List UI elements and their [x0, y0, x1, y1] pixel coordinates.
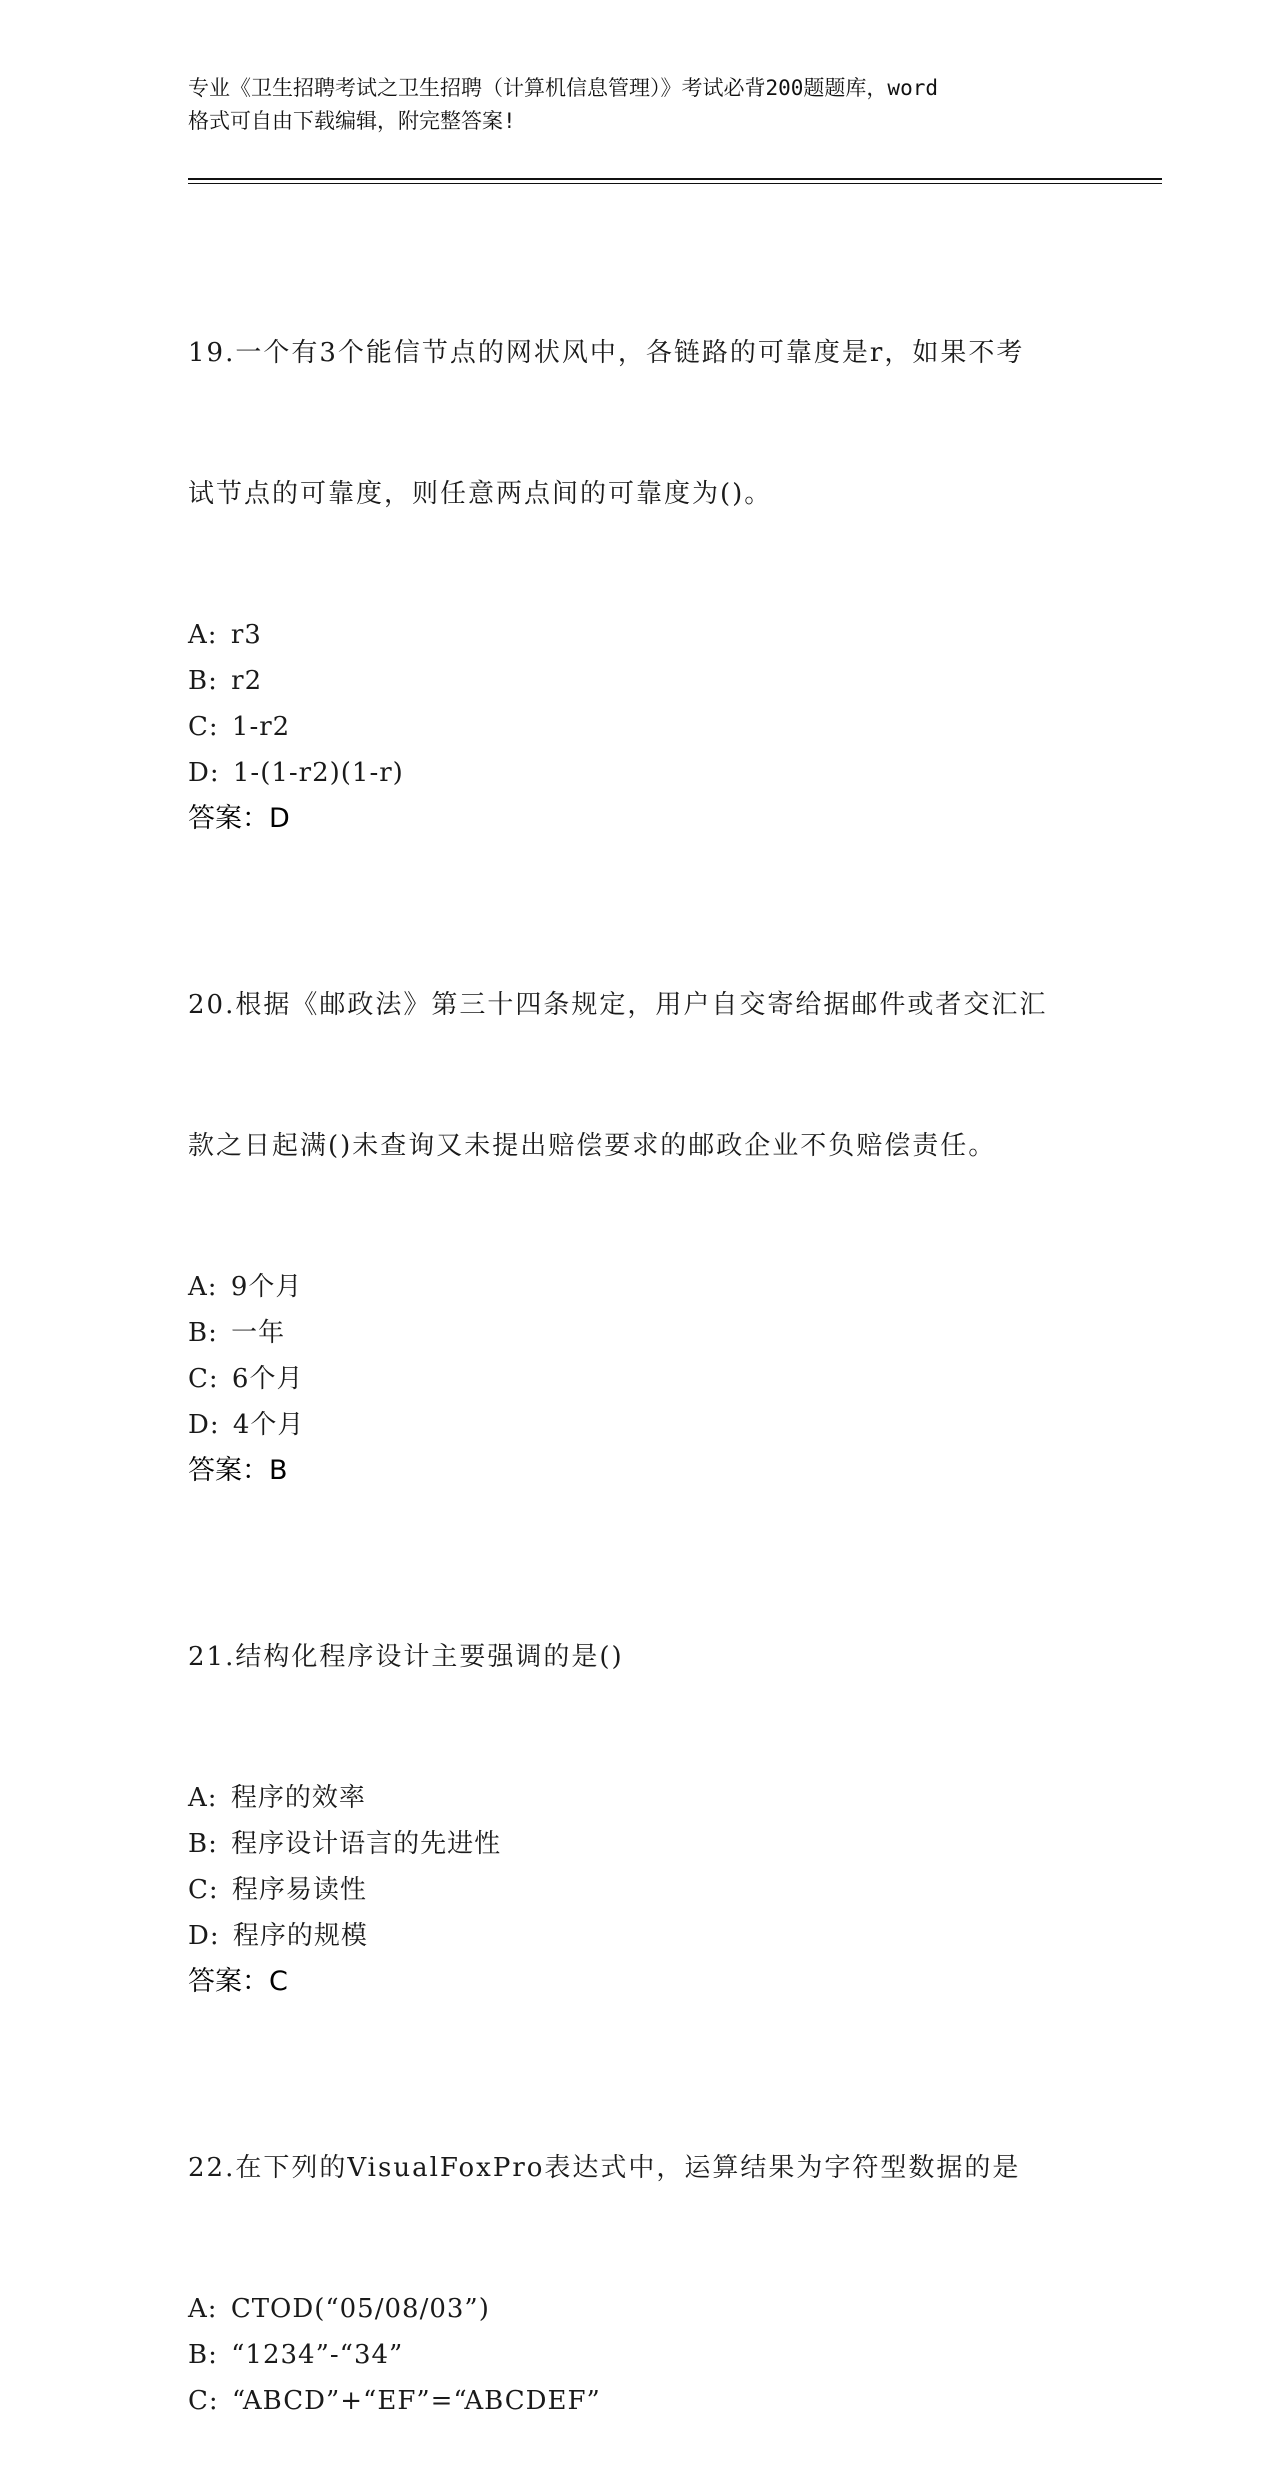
- question-line: 款之日起满()未查询又未提出赔偿要求的邮政企业不负赔偿责任。: [188, 1131, 997, 1161]
- question-22: [188, 2051, 1148, 2424]
- question-line: 19.一个有3个能信节点的网状风中，各链路的可靠度是r，如果不考: [188, 338, 1025, 368]
- option-letter: B:: [188, 1318, 218, 1348]
- option-c: [188, 1356, 1148, 1402]
- option-letter: D:: [188, 1410, 220, 1440]
- option-c: [188, 704, 1148, 750]
- option-d: [188, 750, 1148, 796]
- option-c: [188, 1867, 1148, 1913]
- option-text: CTOD(“05/08/03”): [230, 2294, 490, 2324]
- header-divider-thick: [188, 178, 1162, 180]
- question-line: 20.根据《邮政法》第三十四条规定，用户自交寄给据邮件或者交汇汇: [188, 990, 1048, 1020]
- option-letter: C:: [188, 1364, 219, 1394]
- option-text: 1-r2: [231, 712, 291, 742]
- option-b: [188, 2332, 1148, 2378]
- option-d: [188, 1913, 1148, 1959]
- option-letter: D:: [188, 758, 220, 788]
- option-letter: D:: [188, 1921, 220, 1951]
- option-text: 程序的规模: [232, 1921, 368, 1951]
- question-line: 21.结构化程序设计主要强调的是(): [188, 1642, 624, 1672]
- option-letter: B:: [188, 2340, 218, 2370]
- option-text: 4个月: [232, 1410, 305, 1440]
- option-text: 程序的效率: [230, 1783, 366, 1813]
- option-a: [188, 1775, 1148, 1821]
- option-c: [188, 2378, 1148, 2424]
- option-text: r2: [231, 666, 263, 696]
- question-line: 22.在下列的VisualFoxPro表达式中，运算结果为字符型数据的是: [188, 2153, 1021, 2183]
- header-divider-thin: [188, 183, 1162, 184]
- question-20: [188, 888, 1148, 1494]
- document-header: [188, 72, 1088, 138]
- option-text: r3: [230, 620, 262, 650]
- option-letter: A:: [188, 1783, 218, 1813]
- question-text: [188, 1540, 1148, 1775]
- question-21: [188, 1540, 1148, 2005]
- option-a: [188, 1264, 1148, 1310]
- question-list: [188, 236, 1148, 2470]
- option-letter: B:: [188, 666, 218, 696]
- option-d: [188, 1402, 1148, 1448]
- option-b: [188, 658, 1148, 704]
- option-letter: C:: [188, 2386, 219, 2416]
- option-b: [188, 1821, 1148, 1867]
- option-b: [188, 1310, 1148, 1356]
- question-19: [188, 236, 1148, 842]
- answer-label: 答案：D: [188, 803, 290, 834]
- option-text: 一年: [231, 1318, 286, 1348]
- option-a: [188, 612, 1148, 658]
- option-letter: B:: [188, 1829, 218, 1859]
- answer-label: 答案：B: [188, 1455, 288, 1486]
- question-text: [188, 888, 1148, 1264]
- option-text: “1234”-“34”: [231, 2340, 404, 2370]
- question-text: [188, 236, 1148, 612]
- option-text: 9个月: [230, 1272, 303, 1302]
- option-text: 程序易读性: [231, 1875, 367, 1905]
- header-line-1: 专业《卫生招聘考试之卫生招聘（计算机信息管理）》考试必背200题题库，word: [188, 76, 938, 100]
- option-letter: A:: [188, 620, 218, 650]
- option-letter: C:: [188, 1875, 219, 1905]
- option-text: 1-(1-r2)(1-r): [232, 758, 404, 788]
- question-text: [188, 2051, 1148, 2286]
- question-line: 试节点的可靠度，则任意两点间的可靠度为()。: [188, 479, 773, 509]
- option-text: “ABCD”+“EF”=“ABCDEF”: [231, 2386, 601, 2416]
- option-text: 程序设计语言的先进性: [231, 1829, 502, 1859]
- option-a: [188, 2286, 1148, 2332]
- option-letter: C:: [188, 712, 219, 742]
- option-text: 6个月: [231, 1364, 304, 1394]
- option-letter: A:: [188, 1272, 218, 1302]
- header-line-2: 格式可自由下载编辑，附完整答案!: [188, 109, 516, 133]
- answer-label: 答案：C: [188, 1966, 288, 1997]
- option-letter: A:: [188, 2294, 218, 2324]
